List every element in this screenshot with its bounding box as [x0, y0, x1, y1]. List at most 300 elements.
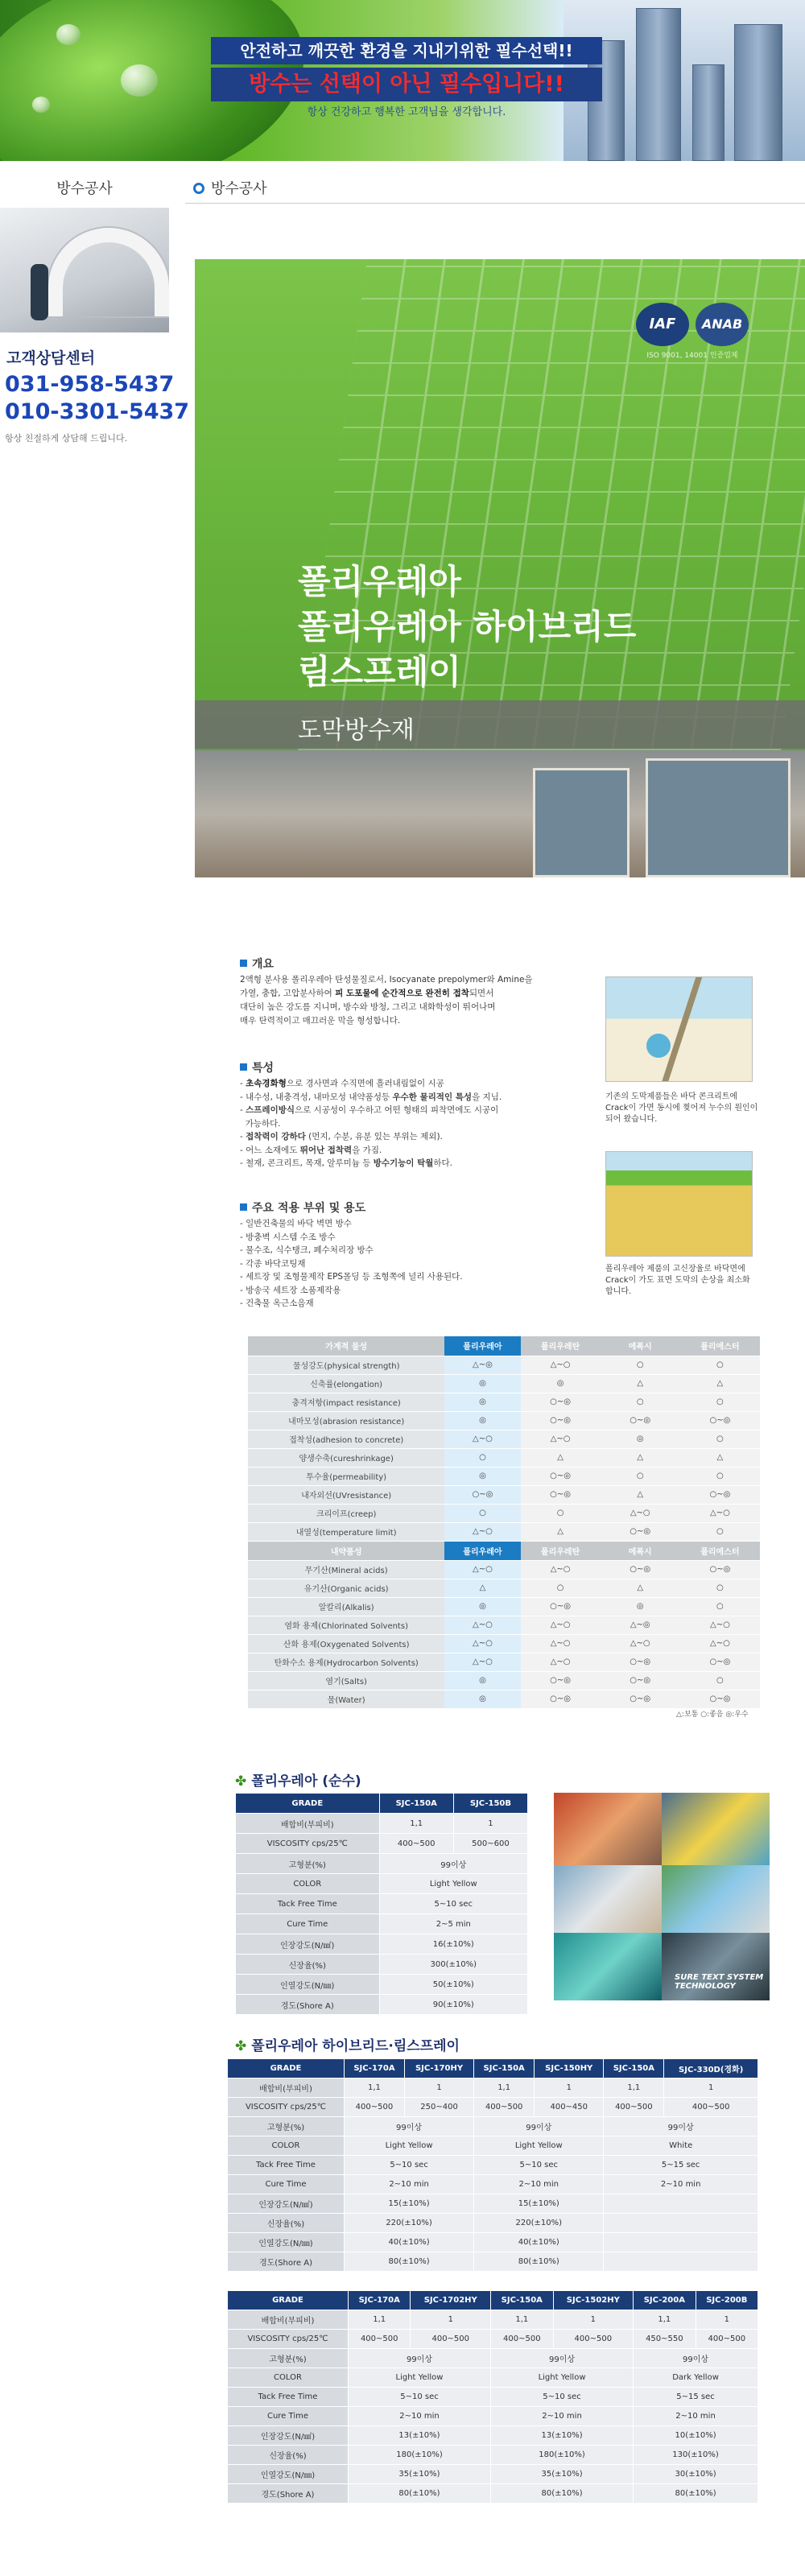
table-row: [236, 1995, 528, 2015]
table-row: [248, 1634, 760, 1653]
table-row: [228, 2310, 758, 2330]
table-cell: ○~◎: [521, 1671, 601, 1690]
table-cell: ○~◎: [521, 1411, 601, 1430]
table-row: [248, 1522, 760, 1541]
header-cell: SJC-1502HY: [553, 2291, 634, 2310]
cert-text: ISO 9001, 14001 인증업체: [646, 352, 738, 360]
table-cell: 400~450: [535, 2098, 604, 2117]
table-cell: 30(±10%): [634, 2465, 758, 2484]
table-cell: ○~◎: [521, 1597, 601, 1616]
header-cell: 폴리에스터: [680, 1541, 760, 1560]
table-cell: 탄화수소 용제(Hydrocarbon Solvents): [248, 1653, 444, 1671]
table-cell: 80(±10%): [348, 2484, 490, 2504]
header-cell: SJC-150A: [491, 2291, 554, 2310]
header-cell: SJC-200B: [696, 2291, 758, 2310]
overview-text: 2액형 분사용 폴리우레아 탄성물질로서, Isocyanate prepolymer와 Amine을 가열, 충합, 고압분사하여 피 도포물에 순간적으로 완전히 접착되면서 대단히 높은 강도를 지니며, 방수와 방청, 그리고 내화학성이 뛰어나며 매우 탄력적이고 매끄러운 막을 형성합니다.: [240, 975, 533, 1026]
table-cell: △~○: [444, 1653, 520, 1671]
table-row: [228, 2426, 758, 2446]
header-cell: 에폭시: [601, 1336, 680, 1356]
customer-center-note: 항상 친절하게 상담해 드립니다.: [5, 433, 128, 444]
table-legend: △:보통 ○:좋음 ◎:우수: [676, 1711, 749, 1719]
table-cell: 1,1: [634, 2310, 696, 2330]
table-cell: ○~◎: [680, 1485, 760, 1504]
header-cell: 에폭시: [601, 1541, 680, 1560]
table-cell: 180(±10%): [491, 2446, 634, 2465]
table-row: [228, 2330, 758, 2349]
table-cell: 인장강도(N/㎟): [236, 1934, 380, 1955]
water-drop-icon: [56, 24, 80, 45]
table-cell: 배합비(부피비): [228, 2079, 345, 2098]
list-item: - 각종 바닥코팅재: [240, 1258, 306, 1269]
clover-icon: ✤: [235, 1773, 247, 1790]
page-title: 방수공사: [193, 177, 267, 198]
sidebar-title[interactable]: 방수공사: [56, 180, 113, 197]
table-cell: ○~◎: [601, 1411, 680, 1430]
table-cell: 99이상: [348, 2349, 490, 2368]
table-cell: ○~◎: [521, 1393, 601, 1411]
square-bullet-icon: [240, 1063, 247, 1071]
header-cell: SJC-150A: [379, 1794, 453, 1814]
table-cell: Light Yellow: [344, 2136, 473, 2156]
table-cell: 99이상: [604, 2117, 758, 2136]
banner-subtext: 항상 건강하고 행복한 고객님을 생각합니다.: [307, 106, 506, 118]
table-header-row: [236, 1794, 528, 1814]
table-cell: 염화 용제(Chlorinated Solvents): [248, 1616, 444, 1634]
table-cell: 1: [553, 2310, 634, 2330]
hero-title-1: 폴리우레아: [298, 562, 461, 601]
features-list: [240, 1077, 586, 1170]
table-cell: 5~10 sec: [379, 1894, 527, 1914]
table-row: [248, 1653, 760, 1671]
table-cell: 5~10 sec: [344, 2156, 473, 2175]
table-cell: 15(±10%): [344, 2194, 473, 2214]
table-cell: Tack Free Time: [228, 2156, 345, 2175]
table-cell: 1,1: [379, 1814, 453, 1834]
table-cell: 35(±10%): [491, 2465, 634, 2484]
table-cell: 99이상: [379, 1854, 527, 1874]
table-cell: ○: [444, 1504, 520, 1522]
table-cell: COLOR: [236, 1874, 380, 1894]
table-cell: Tack Free Time: [228, 2388, 349, 2407]
table-cell: 400~500: [553, 2330, 634, 2349]
table-cell: △~○: [521, 1356, 601, 1374]
table-cell: Light Yellow: [491, 2368, 634, 2388]
table-cell: 경도(Shore A): [228, 2484, 349, 2504]
table-cell: ○~◎: [601, 1671, 680, 1690]
table-cell: 1: [696, 2310, 758, 2330]
table-cell: ◎: [444, 1411, 520, 1430]
list-item: - 철재, 콘크리트, 목재, 알루미늄 등 방수기능이 탁월하다.: [240, 1158, 452, 1168]
table-cell: △: [680, 1448, 760, 1467]
table-cell: ○: [680, 1393, 760, 1411]
table-cell: 5~10 sec: [474, 2156, 604, 2175]
table-cell: 10(±10%): [634, 2426, 758, 2446]
table-cell: 내자외선(UVresistance): [248, 1485, 444, 1504]
table-cell: [604, 2233, 758, 2252]
table-cell: △~○: [444, 1430, 520, 1448]
caption-before: 기존의 도막제품들은 바닥 콘크리트에 Crack이 가면 동시에 찢어져 누수의 원인이 되어 왔습니다.: [605, 1092, 758, 1124]
table-cell: △~○: [601, 1634, 680, 1653]
header-cell: SJC-170A: [344, 2059, 404, 2079]
table-cell: 80(±10%): [344, 2252, 473, 2272]
table-cell: 90(±10%): [379, 1995, 527, 2015]
table-cell: ○~◎: [601, 1522, 680, 1541]
table-cell: 인열강도(N/㎜): [236, 1975, 380, 1995]
table-row: [236, 1854, 528, 1874]
table-row: [228, 2349, 758, 2368]
table-cell: △~○: [601, 1504, 680, 1522]
table-cell: 400~500: [696, 2330, 758, 2349]
table-cell: ○~◎: [521, 1467, 601, 1485]
clover-icon: ✤: [235, 2038, 247, 2054]
table-row: [236, 1814, 528, 1834]
table-cell: ○: [601, 1467, 680, 1485]
table-header-row: [248, 1336, 760, 1356]
table-cell: Light Yellow: [348, 2368, 490, 2388]
header-cell: SJC-170A: [348, 2291, 411, 2310]
table-cell: ○: [521, 1579, 601, 1597]
table-cell: 배합비(부피비): [236, 1814, 380, 1834]
table-row: [236, 1975, 528, 1995]
collage-watermark: SURE TEXT SYSTEM TECHNOLOGY: [675, 1973, 764, 1991]
table-cell: ○~◎: [521, 1485, 601, 1504]
table-cell: ◎: [444, 1597, 520, 1616]
table-row: [248, 1560, 760, 1579]
divider: [185, 203, 805, 204]
anab-cert-logo: ANAB: [696, 303, 749, 346]
bullet-icon: [193, 183, 204, 194]
product-heading: ✤ 폴리우레아 (순수): [235, 1773, 361, 1790]
table-cell: ○~◎: [680, 1690, 760, 1708]
table-row: [248, 1393, 760, 1411]
list-item: - 스프레이방식으로 시공성이 우수하고 어떤 형태의 피착면에도 시공이: [240, 1105, 499, 1115]
table-cell: 경도(Shore A): [236, 1995, 380, 2015]
list-item: - 어느 소재에도 뛰어난 접착력을 가짐.: [240, 1145, 382, 1155]
table-row: [228, 2388, 758, 2407]
table-cell: 35(±10%): [348, 2465, 490, 2484]
table-row: [236, 1955, 528, 1975]
table-cell: 1: [404, 2079, 473, 2098]
iaf-cert-logo: IAF: [636, 303, 689, 346]
crack-diagram-before: [605, 976, 753, 1082]
table-cell: Cure Time: [228, 2175, 345, 2194]
table-cell: VISCOSITY cps/25℃: [228, 2330, 349, 2349]
table-cell: △: [601, 1448, 680, 1467]
table-cell: 투수율(permeability): [248, 1467, 444, 1485]
table-cell: 250~400: [404, 2098, 473, 2117]
table-cell: 1,1: [348, 2310, 411, 2330]
table-cell: 15(±10%): [474, 2194, 604, 2214]
table-cell: △: [521, 1522, 601, 1541]
table-cell: ○: [680, 1467, 760, 1485]
phone-number-1[interactable]: 031-958-5437: [5, 372, 175, 397]
table-header-row: [248, 1541, 760, 1560]
table-cell: ○: [601, 1393, 680, 1411]
table-cell: 경도(Shore A): [228, 2252, 345, 2272]
table-cell: 내열성(temperature limit): [248, 1522, 444, 1541]
table-row: [248, 1356, 760, 1374]
table-cell: 2~10 min: [634, 2407, 758, 2426]
applications-heading: 주요 적용 부위 및 용도: [240, 1199, 365, 1216]
table-row: [248, 1671, 760, 1690]
table-cell: Light Yellow: [474, 2136, 604, 2156]
table-cell: △: [601, 1579, 680, 1597]
square-bullet-icon: [240, 960, 247, 967]
table-cell: △~○: [521, 1653, 601, 1671]
table-row: [228, 2368, 758, 2388]
table-row: [248, 1411, 760, 1430]
table-cell: 400~500: [491, 2330, 554, 2349]
table-cell: ◎: [444, 1467, 520, 1485]
table-cell: △: [521, 1448, 601, 1467]
list-item: - 접착력이 강하다 (먼지, 수분, 유분 있는 부위는 제외).: [240, 1132, 443, 1141]
table-row: [228, 2407, 758, 2426]
header-cell: 폴리우레탄: [521, 1336, 601, 1356]
table-cell: VISCOSITY cps/25℃: [228, 2098, 345, 2117]
table-cell: △~○: [680, 1616, 760, 1634]
table-cell: ○~◎: [601, 1690, 680, 1708]
table-cell: 400~500: [348, 2330, 411, 2349]
table-cell: 400~500: [411, 2330, 491, 2349]
table-cell: 220(±10%): [474, 2214, 604, 2233]
table-cell: Cure Time: [228, 2407, 349, 2426]
table-cell: 고형분(%): [236, 1854, 380, 1874]
table-cell: 충격저항(impact resistance): [248, 1393, 444, 1411]
banner-headline: 방수는 선택이 아닌 필수입니다!!: [211, 68, 602, 101]
list-item: - 방송국 세트장 소품제작용: [240, 1285, 341, 1295]
table-row: [248, 1579, 760, 1597]
table-cell: 1,1: [344, 2079, 404, 2098]
square-bullet-icon: [240, 1203, 247, 1211]
table-cell: 인열강도(N/㎜): [228, 2465, 349, 2484]
overview-heading: 개요: [240, 956, 274, 972]
table-cell: 물성강도(physical strength): [248, 1356, 444, 1374]
table-cell: 1,1: [474, 2079, 535, 2098]
table-cell: ○~◎: [680, 1653, 760, 1671]
table-cell: △~○: [521, 1616, 601, 1634]
customer-center-label: 고객상담센터: [6, 349, 96, 367]
table-cell: 1,1: [491, 2310, 554, 2330]
table-cell: ○~◎: [601, 1653, 680, 1671]
caption-after: 폴리우레아 제품의 고신장율로 바닥면에 Crack이 가도 표면 도막의 손상을 최소화 합니다.: [605, 1265, 750, 1296]
table-cell: 무기산(Mineral acids): [248, 1560, 444, 1579]
list-item: - 방충벽 시스템 수조 방수: [240, 1232, 336, 1242]
table-cell: VISCOSITY cps/25℃: [236, 1834, 380, 1854]
header-cell: SJC-150HY: [535, 2059, 604, 2079]
table-row: [228, 2136, 758, 2156]
header-cell: SJC-150A: [604, 2059, 664, 2079]
table-cell: 1: [411, 2310, 491, 2330]
table-cell: ○: [444, 1448, 520, 1467]
list-item: - 세트장 및 조형물제작 EPS몰딩 등 조형쪽에 널리 사용된다.: [240, 1272, 463, 1282]
table-row: [236, 1914, 528, 1934]
table-row: [236, 1934, 528, 1955]
table-header-row: [228, 2291, 758, 2310]
table-cell: 1: [453, 1814, 527, 1834]
table-row: [228, 2446, 758, 2465]
table-cell: 99이상: [474, 2117, 604, 2136]
table-cell: △~○: [444, 1616, 520, 1634]
table-cell: △~◎: [601, 1616, 680, 1634]
table-cell: ◎: [444, 1393, 520, 1411]
table-cell: 고형분(%): [228, 2349, 349, 2368]
table-row: [248, 1448, 760, 1467]
table-row: [228, 2175, 758, 2194]
table-cell: ◎: [521, 1374, 601, 1393]
table-cell: 배합비(부피비): [228, 2310, 349, 2330]
table-cell: Cure Time: [236, 1914, 380, 1934]
table-row: [228, 2098, 758, 2117]
table-cell: △~○: [521, 1560, 601, 1579]
table-cell: △~○: [444, 1560, 520, 1579]
table-row: [248, 1616, 760, 1634]
table-cell: 400~500: [379, 1834, 453, 1854]
table-cell: ○~◎: [521, 1690, 601, 1708]
banner-tagline: 안전하고 깨끗한 환경을 지내기위한 필수선택!!: [211, 37, 602, 64]
table-cell: △: [444, 1579, 520, 1597]
table-cell: △~○: [444, 1634, 520, 1653]
table-cell: 인열강도(N/㎜): [228, 2233, 345, 2252]
table-cell: ◎: [444, 1690, 520, 1708]
table-cell: Tack Free Time: [236, 1894, 380, 1914]
header-cell: SJC-1702HY: [411, 2291, 491, 2310]
header-cell: GRADE: [236, 1794, 380, 1814]
header-cell: 폴리우레아: [444, 1541, 520, 1560]
header-cell: SJC-170HY: [404, 2059, 473, 2079]
table-cell: 220(±10%): [344, 2214, 473, 2233]
comparison-table: [248, 1336, 760, 1709]
table-cell: 신장율(%): [228, 2214, 345, 2233]
table-cell: 300(±10%): [379, 1955, 527, 1975]
table-cell: 1: [664, 2079, 758, 2098]
table-cell: ◎: [601, 1597, 680, 1616]
table-cell: [604, 2214, 758, 2233]
table-row: [228, 2465, 758, 2484]
table-cell: 16(±10%): [379, 1934, 527, 1955]
table-cell: △: [601, 1485, 680, 1504]
table-cell: 2~5 min: [379, 1914, 527, 1934]
water-drop-icon: [121, 64, 158, 97]
table-row: [248, 1597, 760, 1616]
table-cell: 13(±10%): [491, 2426, 634, 2446]
hero-subtitle: 도막방수재: [298, 716, 415, 745]
table-row: [248, 1690, 760, 1708]
table-cell: 양생수축(cureshrinkage): [248, 1448, 444, 1467]
phone-number-2[interactable]: 010-3301-5437: [5, 399, 190, 424]
table-cell: 99이상: [634, 2349, 758, 2368]
header-cell: 내약품성: [248, 1541, 444, 1560]
table-row: [248, 1374, 760, 1393]
table-row: [248, 1485, 760, 1504]
table-cell: Light Yellow: [379, 1874, 527, 1894]
table-row: [228, 2214, 758, 2233]
table-cell: 400~500: [664, 2098, 758, 2117]
table-cell: 40(±10%): [474, 2233, 604, 2252]
table-cell: 내마모성(abrasion resistance): [248, 1411, 444, 1430]
table-cell: 80(±10%): [474, 2252, 604, 2272]
header-cell: 폴리우레아: [444, 1336, 520, 1356]
list-item: - 건축물 옥근소음재: [240, 1298, 314, 1308]
table-row: [228, 2484, 758, 2504]
table-cell: 접착성(adhesion to concrete): [248, 1430, 444, 1448]
table-cell: 450~550: [634, 2330, 696, 2349]
sidebar-work-photo: [0, 208, 169, 332]
table-cell: ○~◎: [680, 1411, 760, 1430]
table-cell: 2~10 min: [474, 2175, 604, 2194]
table-cell: 5~15 sec: [604, 2156, 758, 2175]
applications-list: [240, 1217, 586, 1311]
table-row: [228, 2194, 758, 2214]
table-cell: 유기산(Organic acids): [248, 1579, 444, 1597]
table-cell: 500~600: [453, 1834, 527, 1854]
header-cell: 폴리우레탄: [521, 1541, 601, 1560]
table-row: [248, 1467, 760, 1485]
table-cell: 물(Water): [248, 1690, 444, 1708]
list-item: - 내수성, 내충격성, 내마모성 내약품성등 우수한 물리적인 특성을 지님.: [240, 1092, 502, 1102]
header-cell: GRADE: [228, 2291, 349, 2310]
table-cell: 400~500: [604, 2098, 664, 2117]
table-cell: 5~15 sec: [634, 2388, 758, 2407]
table-cell: 99이상: [344, 2117, 473, 2136]
table-row: [228, 2156, 758, 2175]
table-cell: 99이상: [491, 2349, 634, 2368]
table-header-row: [228, 2059, 758, 2079]
table-cell: ○: [680, 1671, 760, 1690]
table-cell: △~◎: [444, 1356, 520, 1374]
table-cell: ○: [680, 1430, 760, 1448]
list-item: - 초속경화형으로 경사면과 수직면에 흘러내림없이 시공: [240, 1079, 444, 1088]
table-cell: ○~◎: [444, 1485, 520, 1504]
table-row: [248, 1430, 760, 1448]
product-heading: ✤ 폴리우레아 하이브리드·림스프레이: [235, 2038, 460, 2054]
table-cell: ◎: [444, 1374, 520, 1393]
table-cell: 80(±10%): [491, 2484, 634, 2504]
table-cell: [604, 2194, 758, 2214]
table-cell: Dark Yellow: [634, 2368, 758, 2388]
table-cell: 크리이프(creep): [248, 1504, 444, 1522]
table-cell: ○: [680, 1522, 760, 1541]
table-cell: △~○: [521, 1634, 601, 1653]
features-heading: 특성: [240, 1059, 274, 1075]
list-item: - 물수조, 식수탱크, 폐수처리장 방수: [240, 1245, 374, 1255]
table-cell: 13(±10%): [348, 2426, 490, 2446]
table-cell: 130(±10%): [634, 2446, 758, 2465]
table-row: [236, 1834, 528, 1854]
hero-band: [195, 700, 805, 749]
table-cell: ○: [601, 1356, 680, 1374]
header-cell: SJC-150A: [474, 2059, 535, 2079]
table-cell: ◎: [444, 1671, 520, 1690]
table-cell: 신장율(%): [236, 1955, 380, 1975]
table-cell: △: [680, 1374, 760, 1393]
header-cell: SJC-200A: [634, 2291, 696, 2310]
table-row: [228, 2233, 758, 2252]
product-spec-table: [227, 2058, 758, 2272]
table-cell: △~○: [521, 1430, 601, 1448]
table-cell: 인장강도(N/㎟): [228, 2426, 349, 2446]
table-cell: COLOR: [228, 2136, 345, 2156]
table-row: [248, 1504, 760, 1522]
table-cell: 40(±10%): [344, 2233, 473, 2252]
table-cell: ○: [521, 1504, 601, 1522]
table-cell: 1,1: [604, 2079, 664, 2098]
table-row: [236, 1874, 528, 1894]
table-cell: 2~10 min: [348, 2407, 490, 2426]
table-cell: 400~500: [474, 2098, 535, 2117]
table-cell: ○: [680, 1579, 760, 1597]
table-row: [228, 2252, 758, 2272]
table-cell: 신축률(elongation): [248, 1374, 444, 1393]
